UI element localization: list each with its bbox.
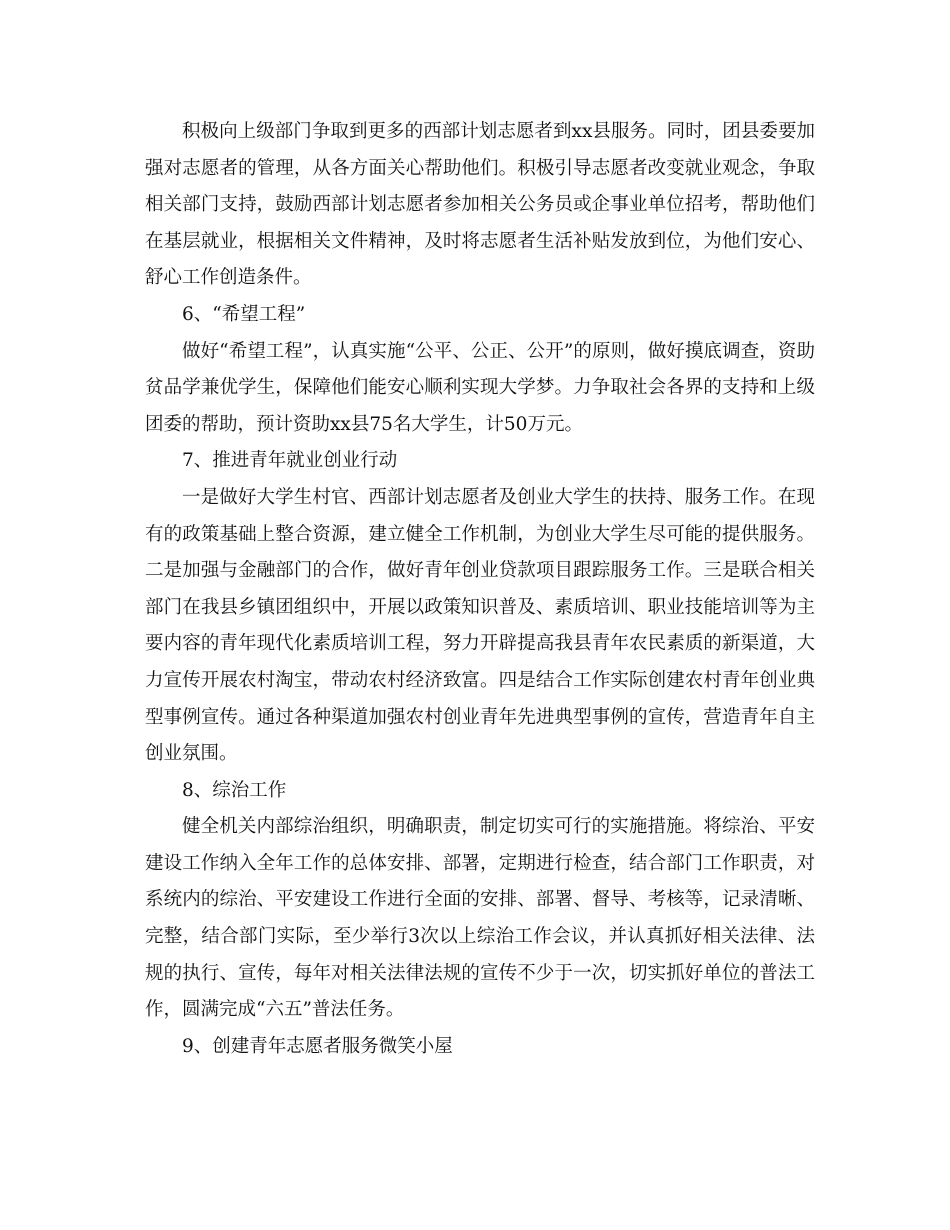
paragraph-volunteer-management: 积极向上级部门争取到更多的西部计划志愿者到xx县服务。同时，团县委要加强对志愿者的管理，从各方面关心帮助他们。积极引导志愿者改变就业观念，争取相关部门支持，鼓励西部计划志愿者参加相关公务员或企事业单位招考，帮助他们在基层就业，根据相关文件精神，及时将志愿者生活补贴发放到位，为他们安心、舒心工作创造条件。 [145,121,815,289]
document-body [145,114,815,1065]
paragraph-youth-employment: 一是做好大学生村官、西部计划志愿者及创业大学生的扶持、服务工作。在现有的政策基础上整合资源，建立健全工作机制，为创业大学生尽可能的提供服务。二是加强与金融部门的合作，做好青年创业贷款项目跟踪服务工作。三是联合相关部门在我县乡镇团组织中，开展以政策知识普及、素质培训、职业技能培训等为主要内容的青年现代化素质培训工程，努力开辟提高我县青年农民素质的新渠道，大力宣传开展农村淘宝，带动农村经济致富。四是结合工作实际创建农村青年创业典型事例宣传。通过各种渠道加强农村创业青年先进典型事例的宣传，营造青年自主创业氛围。 [145,486,815,765]
paragraph-comprehensive-governance: 健全机关内部综治组织，明确职责，制定切实可行的实施措施。将综治、平安建设工作纳入全年工作的总体安排、部署，定期进行检查，结合部门工作职责，对系统内的综治、平安建设工作进行全面的安排、部署、督导、考核等，记录清晰、完整，结合部门实际，至少举行3次以上综治工作会议，并认真抓好相关法律、法规的执行、宣传，每年对相关法律法规的宣传不少于一次，切实抓好单位的普法工作，圆满完成“六五”普法任务。 [145,816,815,1021]
paragraph-hope-project: 做好“希望工程”，认真实施“公平、公正、公开”的原则，做好摸底调查，资助贫品学兼优学生，保障他们能安心顺利实现大学梦。力争取社会各界的支持和上级团委的帮助，预计资助xx县75名大学生，计50万元。 [145,340,815,435]
section-heading-youth-employment: 7、推进青年就业创业行动 [182,450,398,472]
section-heading-comprehensive-governance: 8、综治工作 [182,779,287,801]
section-heading-hope-project: 6、“希望工程” [182,303,306,325]
section-heading-smile-cabin: 9、创建青年志愿者服务微笑小屋 [182,1035,453,1057]
